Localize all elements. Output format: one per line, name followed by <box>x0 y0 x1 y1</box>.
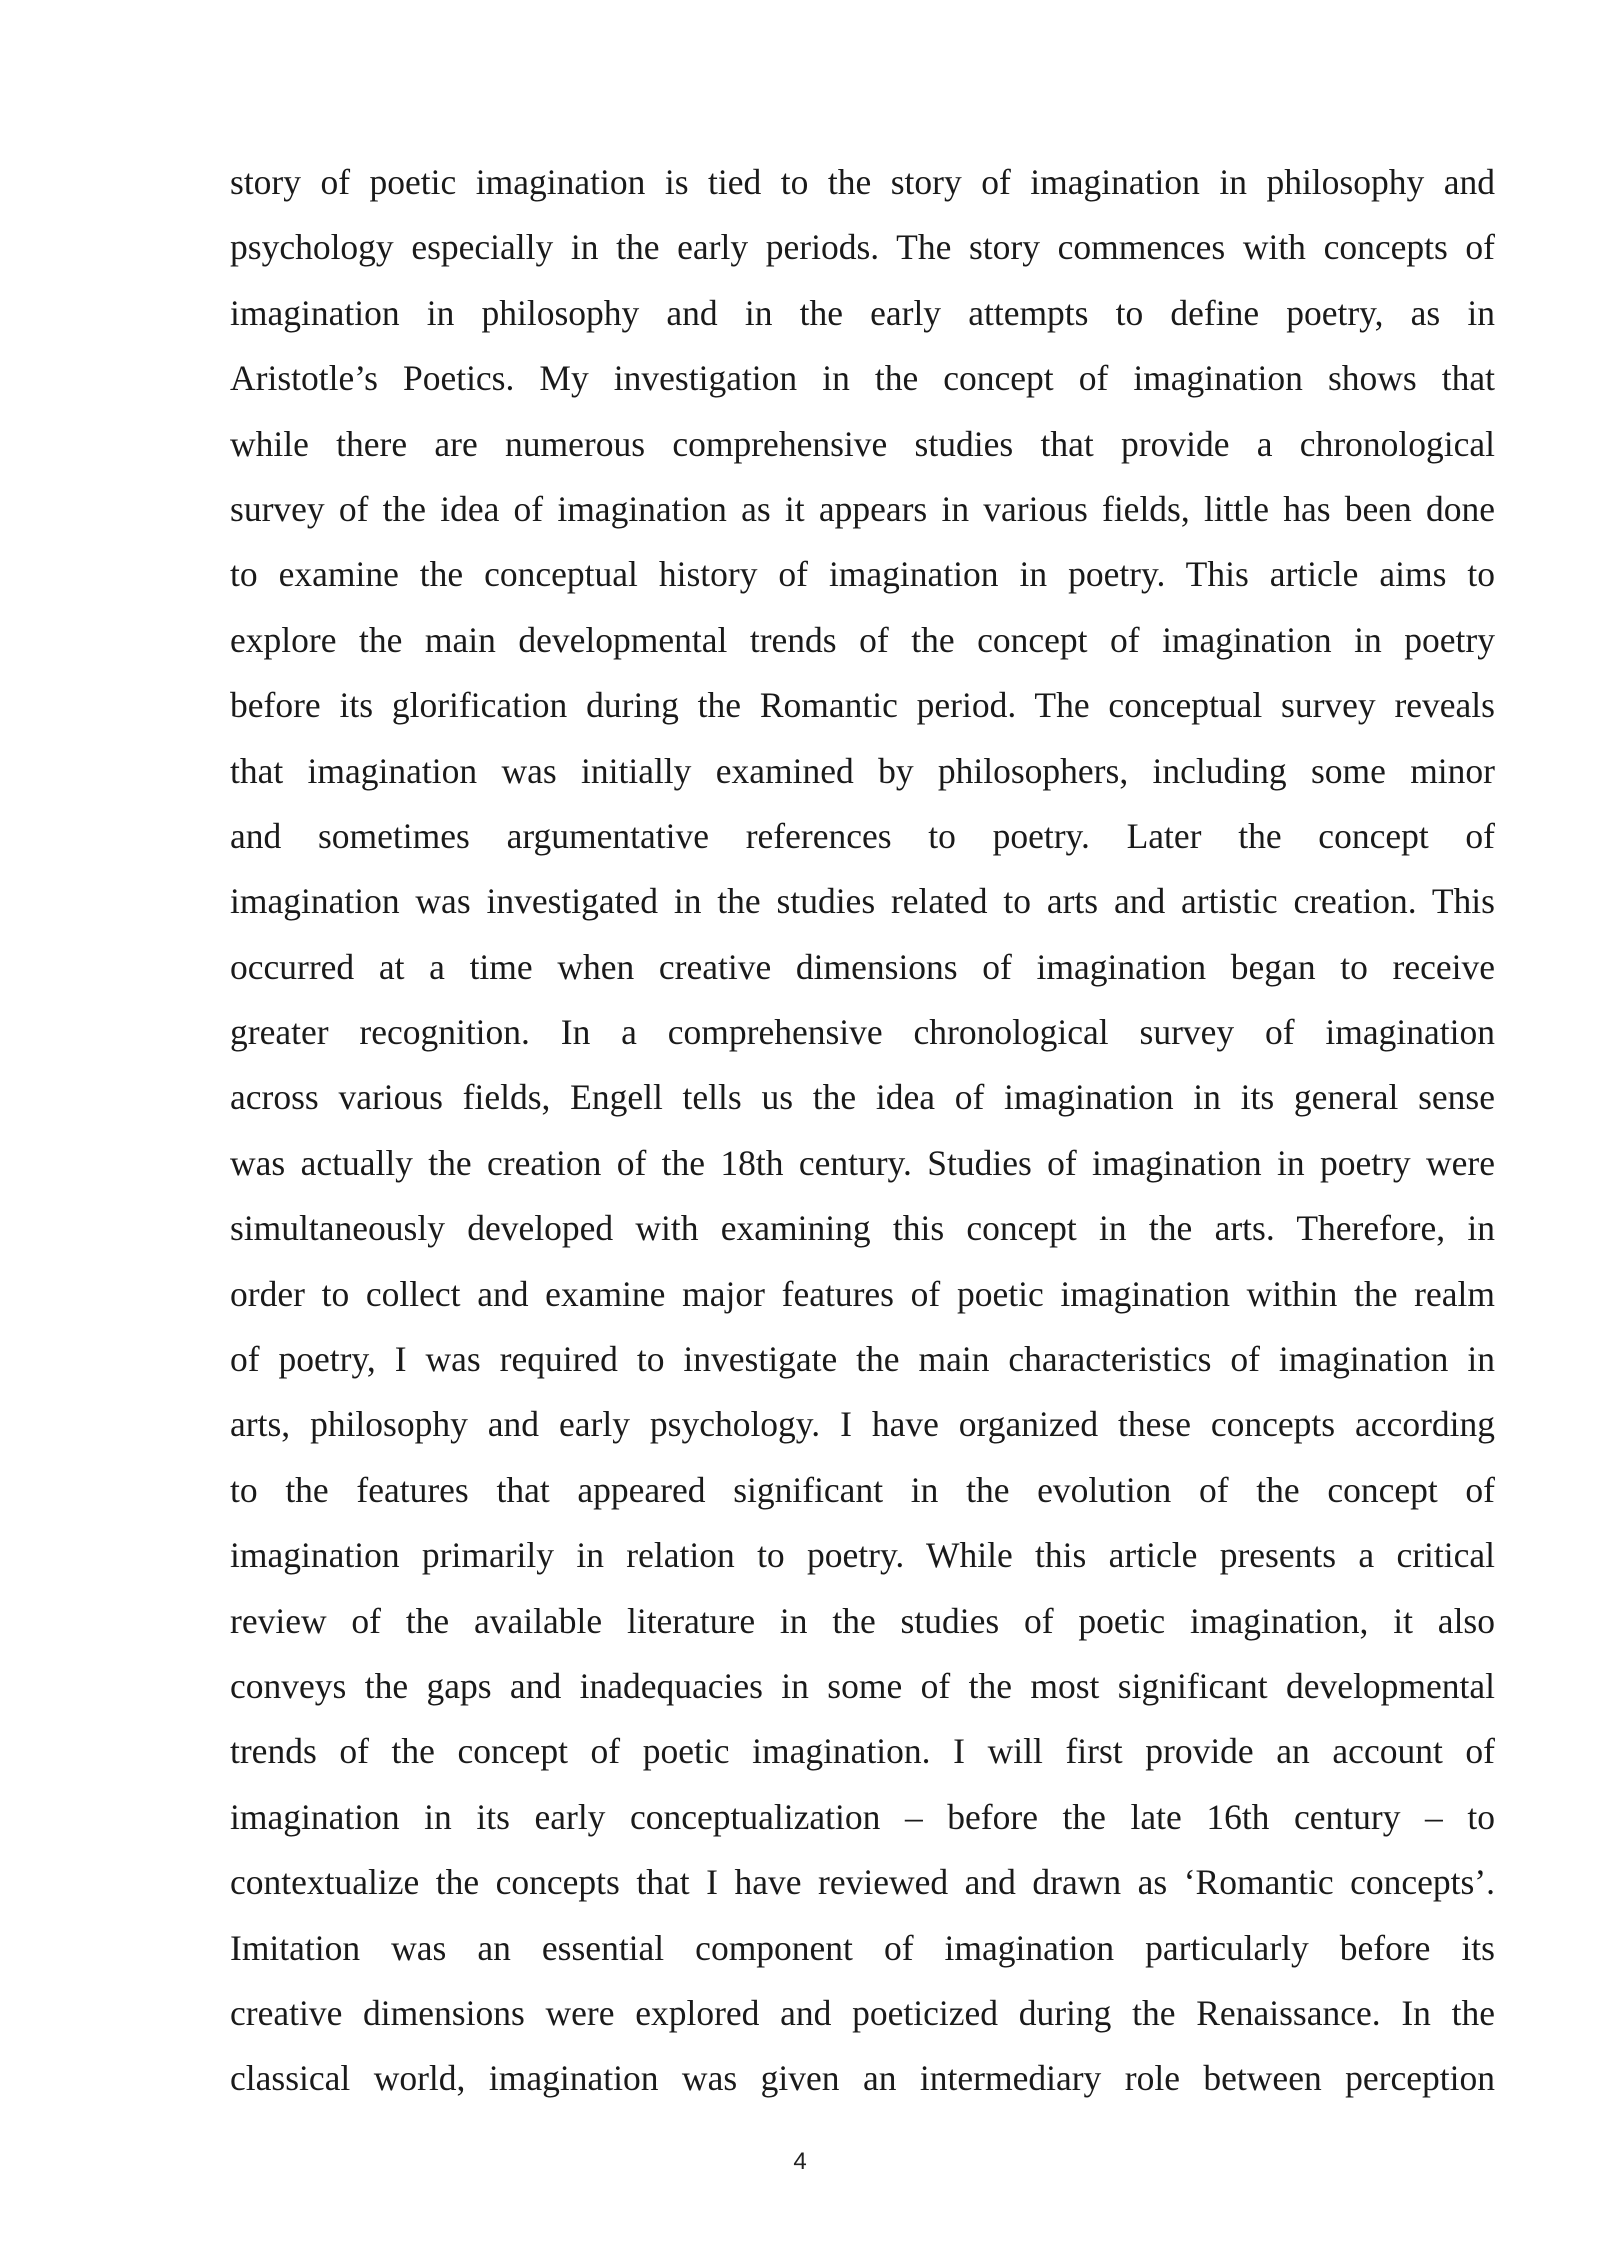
text-line: Aristotle’s Poetics. My investigation in the concept of imagination shows that <box>230 358 1495 399</box>
body-paragraph <box>230 150 1495 2112</box>
text-line: trends of the concept of poetic imagination. I will first provide an account of <box>230 1731 1495 1772</box>
text-line: occurred at a time when creative dimensions of imagination began to receive <box>230 946 1495 987</box>
text-line: contextualize the concepts that I have reviewed and drawn as ‘Romantic concepts’. <box>230 1862 1495 1903</box>
text-line: imagination in its early conceptualization – before the late 16th century – to <box>230 1796 1495 1837</box>
page-number: 4 <box>793 2148 807 2175</box>
text-line: while there are numerous comprehensive studies that provide a chronological <box>230 423 1495 464</box>
text-line: imagination in philosophy and in the early attempts to define poetry, as in <box>230 292 1495 333</box>
text-line: to the features that appeared significant in the evolution of the concept of <box>230 1469 1495 1510</box>
text-line: review of the available literature in the studies of poetic imagination, it also <box>230 1600 1495 1641</box>
text-line: was actually the creation of the 18th century. Studies of imagination in poetry were <box>230 1142 1495 1183</box>
text-line: story of poetic imagination is tied to the story of imagination in philosophy and <box>230 162 1495 202</box>
text-line: classical world, imagination was given an intermediary role between perception <box>230 2058 1495 2099</box>
text-line: explore the main developmental trends of the concept of imagination in poetry <box>230 619 1495 660</box>
text-line: to examine the conceptual history of imagination in poetry. This article aims to <box>230 554 1495 595</box>
text-line: conveys the gaps and inadequacies in some of the most significant developmental <box>230 1665 1495 1706</box>
text-line: greater recognition. In a comprehensive chronological survey of imagination <box>230 1012 1495 1053</box>
text-line: that imagination was initially examined by philosophers, including some minor <box>230 750 1495 791</box>
text-line: survey of the idea of imagination as it appears in various fields, little has been done <box>230 488 1495 529</box>
text-line: creative dimensions were explored and poeticized during the Renaissance. In the <box>230 1992 1495 2033</box>
text-line: and sometimes argumentative references to poetry. Later the concept of <box>230 815 1495 856</box>
text-line: before its glorification during the Romantic period. The conceptual survey reveals <box>230 685 1495 726</box>
text-line: simultaneously developed with examining this concept in the arts. Therefore, in <box>230 1208 1495 1249</box>
text-line: psychology especially in the early periods. The story commences with concepts of <box>230 227 1495 268</box>
text-line: arts, philosophy and early psychology. I have organized these concepts according <box>230 1404 1495 1445</box>
text-line: of poetry, I was required to investigate the main characteristics of imagination in <box>230 1339 1495 1380</box>
text-line: imagination was investigated in the studies related to arts and artistic creation. This <box>230 881 1495 922</box>
text-line: across various fields, Engell tells us the idea of imagination in its general sense <box>230 1077 1495 1118</box>
text-line: imagination primarily in relation to poetry. While this article presents a critical <box>230 1535 1495 1576</box>
text-line: Imitation was an essential component of imagination particularly before its <box>230 1927 1495 1968</box>
text-line: order to collect and examine major features of poetic imagination within the realm <box>230 1273 1495 1314</box>
